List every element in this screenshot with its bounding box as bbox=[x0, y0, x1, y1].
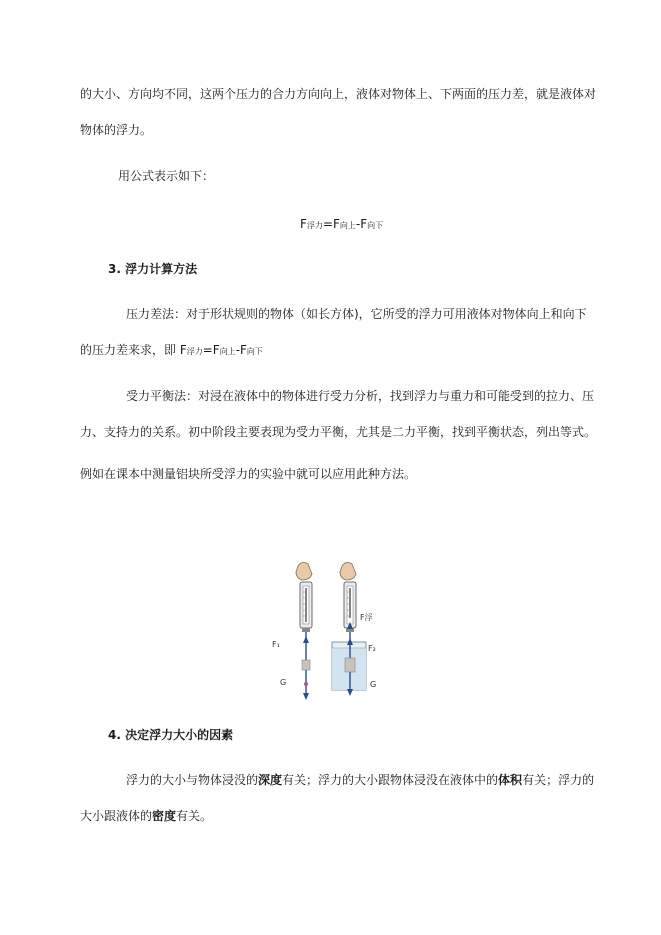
method1-line1: 压力差法：对于形状规则的物体（如长方体)，它所受的浮力可用液体对物体向上和向下 bbox=[126, 307, 587, 321]
formula-intro: 用公式表示如下： bbox=[118, 169, 215, 183]
section4-title: 4. 决定浮力大小的因素 bbox=[108, 728, 234, 742]
label-g: G bbox=[280, 678, 287, 687]
formula-minus: -F bbox=[355, 217, 368, 231]
right-aluminum-block bbox=[345, 658, 355, 672]
right-down-arrow-icon bbox=[347, 689, 353, 696]
para4-line2a: 大小跟液体的 bbox=[80, 809, 153, 823]
para4-d: 有关；浮力的 bbox=[522, 773, 595, 787]
method2-line1: 受力平衡法：对浸在液体中的物体进行受力分析，找到浮力与重力和可能受到的拉力、压 bbox=[126, 389, 595, 403]
para4-line2b: 有关。 bbox=[176, 809, 213, 823]
left-hand-icon bbox=[296, 562, 312, 580]
method1-sub-buoy: 浮力 bbox=[186, 347, 203, 356]
formula-eq: =F bbox=[322, 217, 340, 231]
left-down-arrow-icon bbox=[303, 693, 309, 700]
para4-density: 密度 bbox=[152, 809, 177, 823]
method2-line3: 例如在课本中测量铝块所受浮力的实验中就可以应用此种方法。 bbox=[80, 467, 417, 481]
para1-line1: 的大小、方向均不同，这两个压力的合力方向向上，液体对物体上、下两面的压力差，就是液体对 bbox=[80, 87, 597, 101]
formula bbox=[300, 216, 383, 234]
formula-f: F bbox=[300, 217, 307, 231]
label-f2: F₂ bbox=[368, 644, 376, 653]
right-up-arrow-icon bbox=[347, 638, 353, 645]
method1-eq: =F bbox=[202, 343, 220, 357]
left-aluminum-block bbox=[302, 660, 310, 670]
para4-a: 浮力的大小与物体浸没的 bbox=[126, 773, 259, 787]
method1-sub-up: 向上 bbox=[219, 347, 236, 356]
method1-sub-down: 向下 bbox=[246, 347, 263, 356]
para4-c: 有关；浮力的大小跟物体浸没在液体中的 bbox=[282, 773, 499, 787]
label-f1: F₁ bbox=[272, 640, 280, 649]
left-spring-scale bbox=[300, 582, 312, 632]
para4-line2 bbox=[80, 808, 212, 824]
para4-volume: 体积 bbox=[498, 773, 523, 787]
method1-line2 bbox=[80, 342, 263, 360]
method1-prefix: 的压力差来求，即 F bbox=[80, 343, 187, 357]
label-g2: G bbox=[370, 680, 377, 689]
right-hand-icon bbox=[340, 562, 356, 580]
para1-line2: 物体的浮力。 bbox=[80, 123, 153, 137]
spring-scale-figure bbox=[262, 558, 402, 704]
formula-sub-buoy: 浮力 bbox=[306, 221, 323, 230]
method2-line2: 力、支持力的关系。初中阶段主要表现为受力平衡，尤其是二力平衡，找到平衡状态，列出等式。 bbox=[80, 425, 597, 439]
left-center-dot bbox=[304, 682, 308, 686]
para4-depth: 深度 bbox=[258, 773, 283, 787]
section3-title: 3. 浮力计算方法 bbox=[108, 262, 198, 276]
method1-minus: -F bbox=[235, 343, 247, 357]
formula-sub-down: 向下 bbox=[367, 221, 384, 230]
para4-line1 bbox=[126, 772, 594, 788]
formula-sub-up: 向上 bbox=[339, 221, 356, 230]
label-fbuoy: F浮 bbox=[360, 613, 373, 622]
left-up-arrow-icon bbox=[303, 636, 309, 643]
